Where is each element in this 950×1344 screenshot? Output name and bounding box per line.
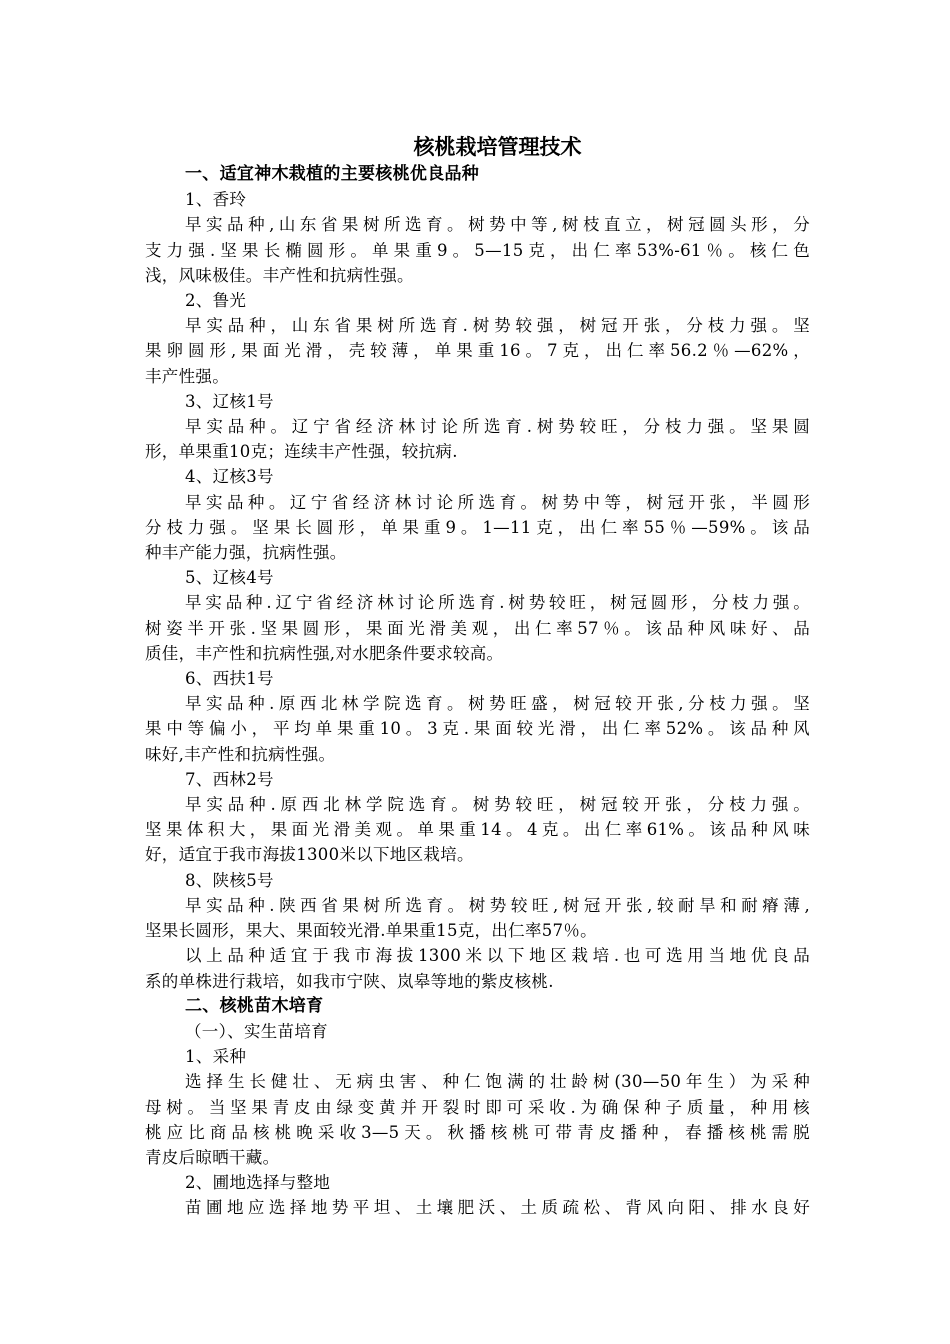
paragraph-line: 质佳，丰产性和抗病性强,对水肥条件要求较高。 (145, 643, 504, 663)
paragraph-line: 分枝力强。坚果长圆形，单果重9。1—11克，出仁率55％—59%。该品 (145, 517, 810, 537)
paragraph-line: 早实品种.原西北林学院选育。树势较旺，树冠较开张，分枝力强。 (185, 795, 810, 815)
paragraph-line: 味好,丰产性和抗病性强。 (145, 744, 336, 764)
paragraph-line: 早实品种,山东省果树所选育。树势中等,树枝直立，树冠圆头形，分 (185, 215, 810, 235)
paragraph-line: 种丰产能力强，抗病性强。 (145, 543, 347, 563)
paragraph-line: 以上品种适宜于我市海拔1300米以下地区栽培.也可选用当地优良品 (185, 946, 810, 966)
paragraph-line: 母树。当坚果青皮由绿变黄并开裂时即可采收.为确保种子质量，种用核 (145, 1097, 810, 1117)
variety-heading-2: 2、鲁光 (185, 291, 247, 311)
paragraph-line: 桃应比商品核桃晚采收3—5天。秋播核桃可带青皮播种，春播核桃需脱 (145, 1122, 810, 1142)
variety-heading-3: 3、辽核1号 (185, 391, 274, 411)
paragraph-line: 丰产性强。 (145, 366, 229, 386)
paragraph-line: 树姿半开张.坚果圆形，果面光滑美观，出仁率57％。该品种风味好、品 (145, 618, 810, 638)
variety-heading-1: 1、香玲 (185, 190, 247, 210)
paragraph-line: 坚果体积大，果面光滑美观。单果重14。4克。出仁率61%。该品种风味 (145, 820, 810, 840)
variety-heading-5: 5、辽核4号 (185, 568, 274, 588)
section-heading-2: 二、核桃苗木培育 (185, 995, 324, 1016)
paragraph-line: 早实品种，山东省果树所选育.树势较强，树冠开张，分枝力强。坚 (185, 316, 810, 336)
variety-heading-6: 6、西扶1号 (185, 669, 274, 689)
step-heading-2: 2、圃地选择与整地 (185, 1173, 331, 1193)
paragraph-line: 苗圃地应选择地势平坦、土壤肥沃、土质疏松、背风向阳、排水良好 (185, 1198, 810, 1218)
document-title: 核桃栽培管理技术 (413, 135, 582, 159)
paragraph-line: 青皮后晾晒干藏。 (145, 1147, 280, 1167)
document-body (145, 132, 810, 1221)
paragraph-line: 早实品种.辽宁省经济林讨论所选育.树势较旺，树冠圆形，分枝力强。 (185, 593, 810, 613)
paragraph-line: 果卵圆形,果面光滑，壳较薄，单果重16。7克，出仁率56.2％—62%， (145, 341, 810, 361)
paragraph-line: 选择生长健壮、无病虫害、种仁饱满的壮龄树(30—50年生）为采种 (185, 1072, 810, 1092)
variety-heading-8: 8、陕核5号 (185, 870, 274, 890)
paragraph-line: 早实品种.陕西省果树所选育。树势较旺,树冠开张,较耐旱和耐瘠薄, (185, 895, 810, 915)
variety-heading-7: 7、西林2号 (185, 769, 274, 789)
paragraph-line: 早实品种.原西北林学院选育。树势旺盛，树冠较开张,分枝力强。坚 (185, 694, 810, 714)
step-heading-1: 1、采种 (185, 1047, 247, 1067)
paragraph-line: 系的单株进行栽培，如我市宁陕、岚皋等地的紫皮核桃. (145, 971, 554, 991)
paragraph-line: 坚果长圆形，果大、果面较光滑.单果重15克，出仁率57％。 (145, 921, 597, 941)
paragraph-line: 果中等偏小，平均单果重10。3克.果面较光滑，出仁率52%。该品种风 (145, 719, 810, 739)
paragraph-line: 早实品种。辽宁省经济林讨论所选育。树势中等，树冠开张，半圆形 (185, 492, 810, 512)
paragraph-line: 浅，风味极佳。丰产性和抗病性强。 (145, 265, 414, 285)
variety-heading-4: 4、辽核3号 (185, 467, 274, 487)
paragraph-line: 好，适宜于我市海拔1300米以下地区栽培。 (145, 845, 474, 865)
section-heading-1: 一、适宜神木栽植的主要核桃优良品种 (185, 164, 480, 184)
paragraph-line: 支力强.坚果长椭圆形。单果重9。5—15克，出仁率53%-61％。核仁色 (145, 240, 810, 260)
subsection-heading: （一）、实生苗培育 (185, 1021, 328, 1041)
paragraph-line: 早实品种。辽宁省经济林讨论所选育.树势较旺，分枝力强。坚果圆 (185, 417, 810, 437)
paragraph-line: 形，单果重10克；连续丰产性强，较抗病. (145, 442, 458, 462)
